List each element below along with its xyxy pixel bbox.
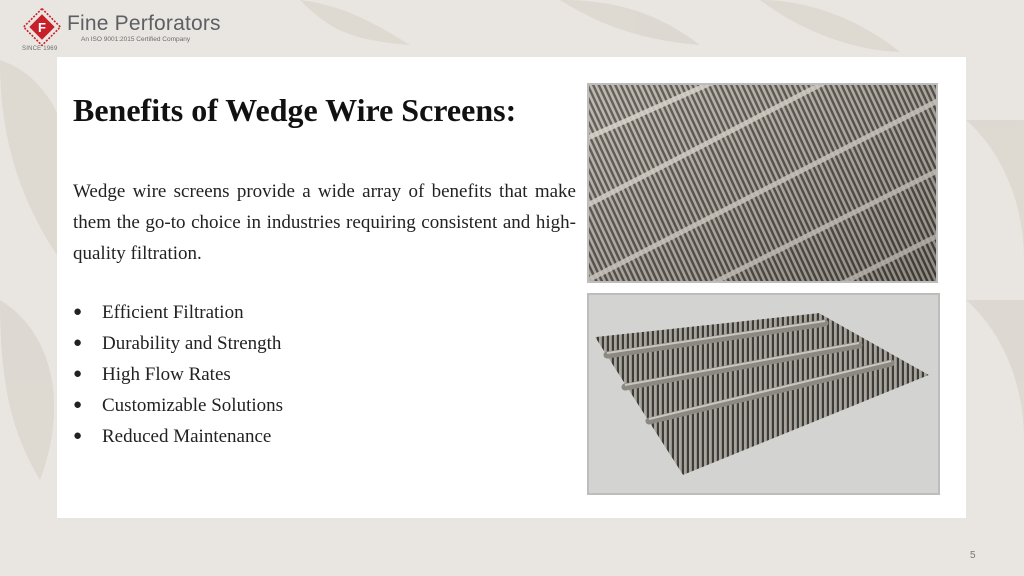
benefits-list xyxy=(73,297,283,452)
benefit-label: Customizable Solutions xyxy=(102,395,284,416)
benefit-label: Efficient Filtration xyxy=(102,302,244,323)
benefit-label: High Flow Rates xyxy=(102,364,231,385)
brand-tagline: An ISO 9001:2015 Certified Company xyxy=(81,36,191,43)
intro-paragraph: Wedge wire screens provide a wide array of benefits that make them the go-to choice in industries requiring consistent and high-quality filtration. xyxy=(73,181,576,264)
list-item xyxy=(73,390,283,421)
logo-emblem-icon xyxy=(22,8,62,52)
brand-name: Fine Perforators xyxy=(67,12,221,35)
wedge-wire-panel-photo xyxy=(587,293,940,495)
benefit-label: Durability and Strength xyxy=(102,333,282,354)
bullet-icon: ● xyxy=(73,397,83,413)
list-item xyxy=(73,359,283,390)
list-item xyxy=(73,297,283,328)
page-number: 5 xyxy=(970,550,976,561)
bullet-icon: ● xyxy=(73,304,83,320)
content-card xyxy=(57,57,966,518)
logo-since-text: SINCE 1969 xyxy=(22,46,58,52)
slide-title: Benefits of Wedge Wire Screens: xyxy=(73,92,517,128)
company-logo xyxy=(22,8,221,56)
benefit-label: Reduced Maintenance xyxy=(102,426,272,447)
wedge-wire-closeup-photo xyxy=(587,83,938,283)
bullet-icon: ● xyxy=(73,428,83,444)
bullet-icon: ● xyxy=(73,366,83,382)
list-item xyxy=(73,328,283,359)
bullet-icon: ● xyxy=(73,335,83,351)
logo-letter: F xyxy=(38,20,46,35)
list-item xyxy=(73,421,283,452)
